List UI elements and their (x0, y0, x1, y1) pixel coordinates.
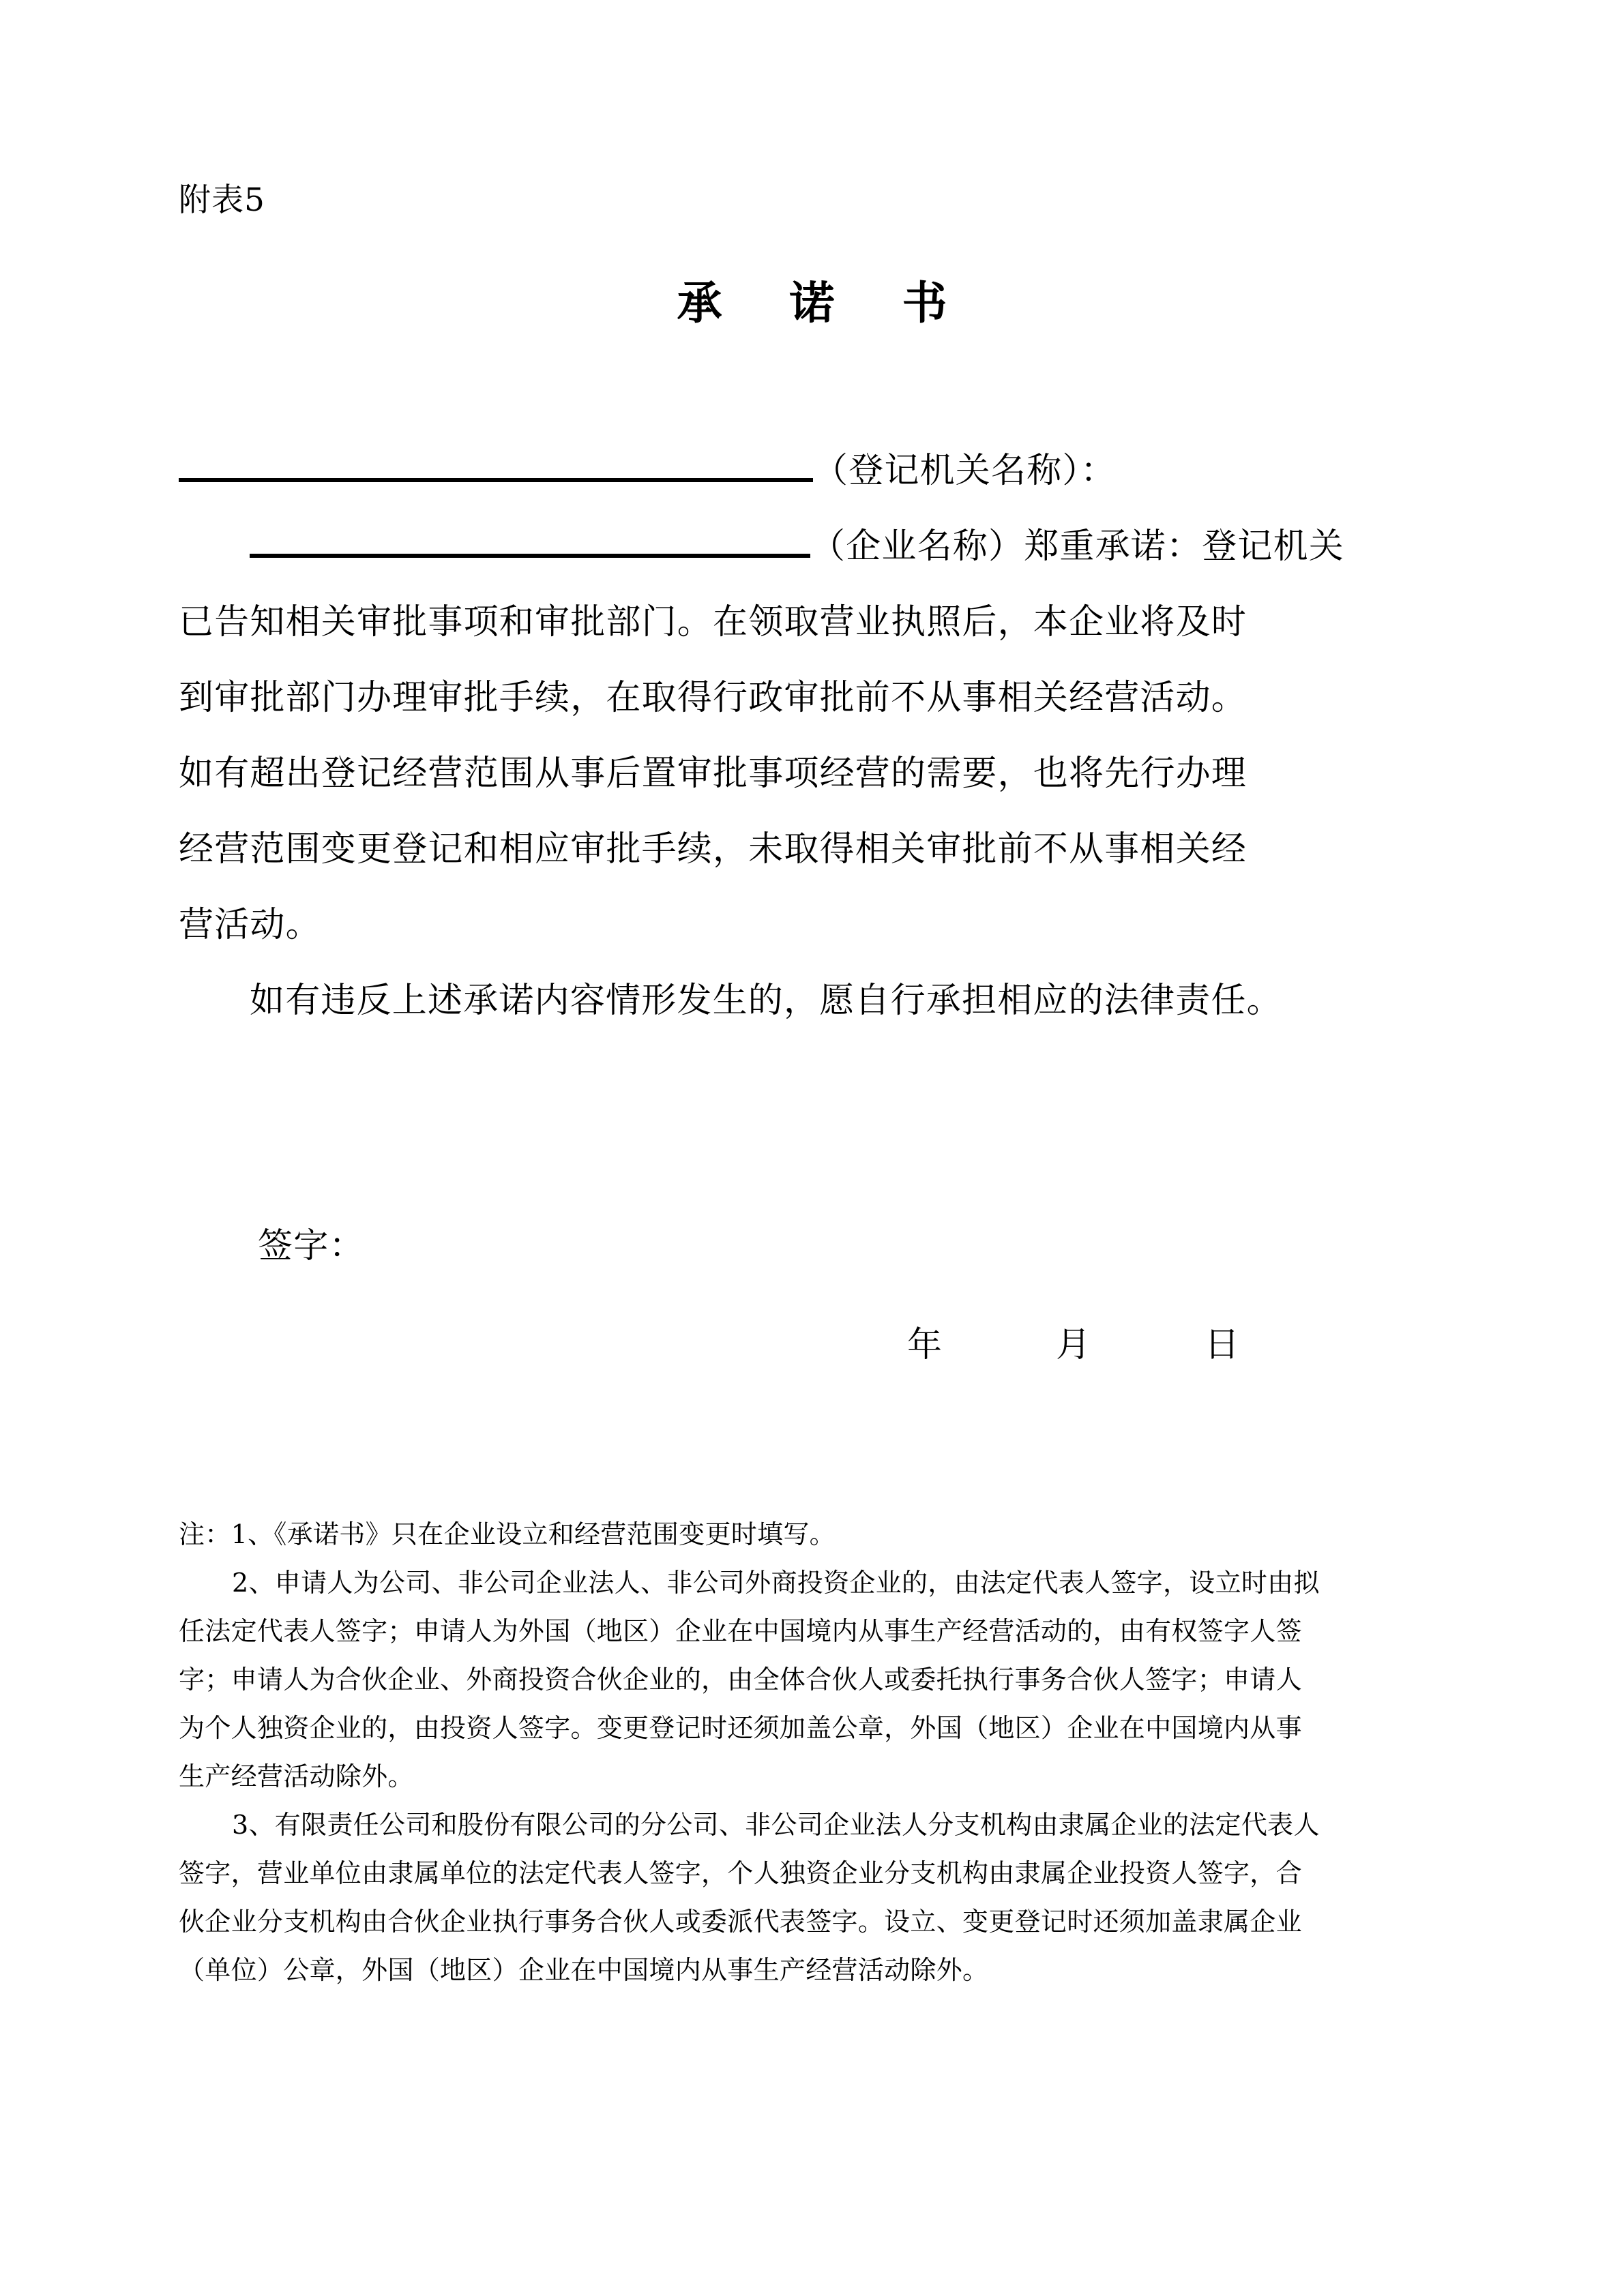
body-paragraph-line: 如有超出登记经营范围从事后置审批事项经营的需要，也将先行办理 (179, 754, 1247, 794)
note-line: （单位）公章，外国（地区）企业在中国境内从事生产经营活动除外。 (179, 1955, 989, 1985)
company-name-label: （企业名称）郑重承诺：登记机关 (810, 526, 1345, 567)
date-day-label: 日 (1205, 1325, 1240, 1365)
registry-name-line (179, 433, 1446, 509)
note-line: 3、有限责任公司和股份有限公司的分公司、非公司企业法人分支机构由隶属企业的法定代表人 (232, 1810, 1320, 1840)
company-name-line (179, 509, 1446, 584)
signature-label: 签字： (258, 1226, 365, 1266)
company-name-fill-input[interactable] (250, 520, 810, 558)
date-line (907, 1316, 1239, 1367)
registry-name-label: （登记机关名称）： (813, 451, 1117, 491)
note-line: 签字，营业单位由隶属单位的法定代表人签字，个人独资企业分支机构由隶属企业投资人签字，合 (179, 1858, 1302, 1888)
registry-name-fill-input[interactable] (179, 444, 813, 482)
body-paragraph-line: 营活动。 (179, 905, 321, 945)
date-month-label: 月 (1056, 1325, 1091, 1365)
note-line: 注：1、《承诺书》只在企业设立和经营范围变更时填写。 (179, 1519, 836, 1549)
date-year-label: 年 (907, 1325, 943, 1365)
note-line: 生产经营活动除外。 (179, 1761, 414, 1791)
body-paragraph-line: 到审批部门办理审批手续，在取得行政审批前不从事相关经营活动。 (179, 678, 1247, 718)
note-line: 字；申请人为合伙企业、外商投资合伙企业的，由全体合伙人或委托执行事务合伙人签字；申请人 (179, 1665, 1302, 1695)
note-line: 伙企业分支机构由合伙企业执行事务合伙人或委派代表签字。设立、变更登记时还须加盖隶属企业 (179, 1907, 1302, 1937)
note-line: 为个人独资企业的，由投资人签字。变更登记时还须加盖公章，外国（地区）企业在中国境内从事 (179, 1713, 1302, 1743)
note-line: 2、申请人为公司、非公司企业法人、非公司外商投资企业的，由法定代表人签字，设立时由拟 (232, 1568, 1320, 1598)
body-paragraph-line: 经营范围变更登记和相应审批手续，未取得相关审批前不从事相关经 (179, 829, 1247, 869)
sheet-label: 附表5 (179, 181, 265, 219)
liability-paragraph: 如有违反上述承诺内容情形发生的，愿自行承担相应的法律责任。 (250, 981, 1282, 1021)
note-line: 任法定代表人签字；申请人为外国（地区）企业在中国境内从事生产经营活动的，由有权签字人签 (179, 1616, 1302, 1646)
body-paragraph-line: 已告知相关审批事项和审批部门。在领取营业执照后，本企业将及时 (179, 602, 1247, 642)
body-text (179, 433, 1446, 1039)
page-title: 承 诺 书 (677, 276, 973, 329)
footnotes (179, 1510, 1461, 1995)
